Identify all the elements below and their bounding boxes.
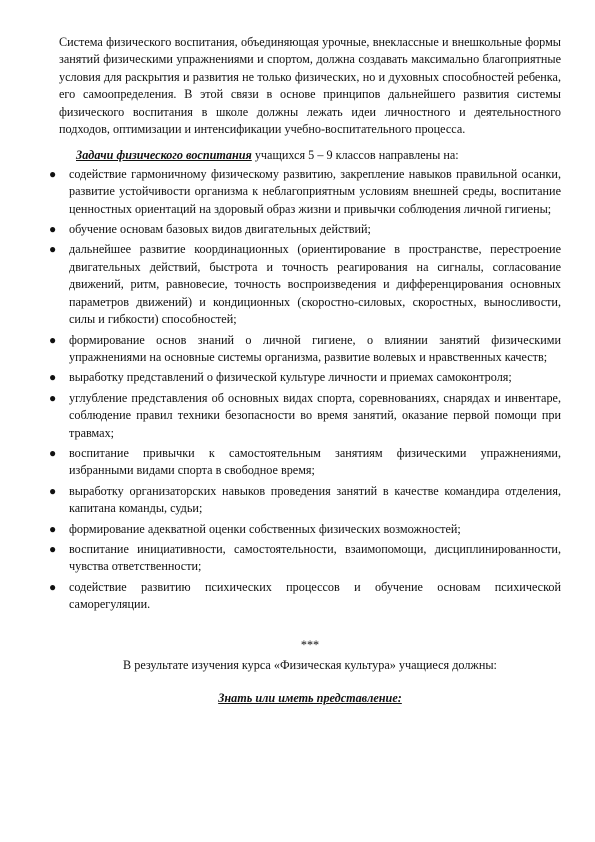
list-item-text: обучение основам базовых видов двигательных действий;	[69, 222, 371, 237]
document-page	[49, 34, 561, 706]
results-intro: В результате изучения курса «Физическая культура» учащиеся должны:	[123, 657, 497, 672]
bullet-icon: ●	[49, 483, 57, 498]
list-item	[49, 390, 561, 442]
list-item-text: воспитание привычки к самостоятельным занятиям физическими упражнениями, избранными видами спорта в свободное время;	[69, 445, 561, 478]
bullet-icon: ●	[49, 370, 57, 385]
tasks-intro	[59, 147, 561, 164]
list-item-text: воспитание инициативности, самостоятельности, взаимопомощи, дисциплинированности, чувства ответственности;	[69, 541, 561, 574]
intro-paragraph: Система физического воспитания, объединяющая урочные, внеклассные и внешкольные формы занятий физическими упражнениями и спортом, должна создавать максимально благоприятные условия для раскрытия и развития не только физических, но и духовных способностей ребенка, его самоопределения. В этой связи в основе принципов дальнейшего развития системы физического воспитания в школе должны лежать идеи личностного и деятельностного подходов, оптимизации и интенсификации учебно-воспитательного процесса.	[59, 35, 561, 137]
section-subheading: Знать или иметь представление:	[218, 691, 402, 705]
list-item-text: углубление представления об основных видах спорта, соревнованиях, снарядах и инвентаре, соблюдение правил техники безопасности во время занятий, оказание первой помощи при травмах;	[69, 390, 561, 440]
list-item-text: формирование адекватной оценки собственных физических возможностей;	[69, 521, 461, 536]
tasks-intro-lead: Задачи физического воспитания	[76, 148, 252, 163]
list-item-text: формирование основ знаний о личной гигиене, о влиянии занятий физическими упражнениями на основные системы организма, развитие волевых и нравственных качеств;	[69, 332, 561, 364]
list-item	[49, 483, 561, 518]
list-item	[49, 541, 561, 576]
list-item	[49, 445, 561, 480]
list-item	[49, 221, 561, 238]
bullet-icon: ●	[49, 166, 57, 181]
bullet-icon: ●	[49, 541, 57, 556]
list-item	[49, 166, 561, 218]
list-item-text: выработку представлений о физической культуре личности и приемах самоконтроля;	[69, 370, 512, 385]
list-item-text: выработку организаторских навыков проведения занятий в качестве командира отделения, капитана команды, судьи;	[69, 483, 561, 516]
tasks-list	[49, 166, 561, 614]
list-item	[49, 521, 561, 538]
bullet-icon: ●	[49, 390, 57, 405]
list-item	[49, 369, 561, 386]
list-item	[49, 332, 561, 367]
list-item-text: дальнейшее развитие координационных (ориентирование в пространстве, перестроение двигательных действий, быстрота и точность реагирования на сигналы, согласование движений, ритм, равновесие, точность воспроизведения и дифференцирования основных параметров движений) и кондиционных (скоростно-силовых, скоростных, выносливости, силы и гибкости) способностей;	[69, 242, 561, 327]
tasks-intro-rest: учащихся 5 – 9 классов направлены на:	[251, 148, 459, 163]
bullet-icon: ●	[49, 332, 57, 347]
list-item-text: содействие развитию психических процессов и обучение основам психической саморегуляции.	[69, 579, 561, 612]
bullet-icon: ●	[49, 445, 57, 460]
bullet-icon: ●	[49, 242, 57, 257]
bullet-icon: ●	[49, 521, 57, 536]
bullet-icon: ●	[49, 222, 57, 237]
bullet-icon: ●	[49, 579, 57, 594]
list-item-text: содействие гармоничному физическому развитию, закрепление навыков правильной осанки, развитие устойчивости организма к неблагоприятным условиям внешней среды, воспитание ценностных ориентаций на здоровый образ жизни и привычки соблюдения личной гигиены;	[69, 166, 561, 216]
list-item	[49, 241, 561, 328]
list-item	[49, 579, 561, 614]
section-separator: ***	[300, 637, 320, 652]
